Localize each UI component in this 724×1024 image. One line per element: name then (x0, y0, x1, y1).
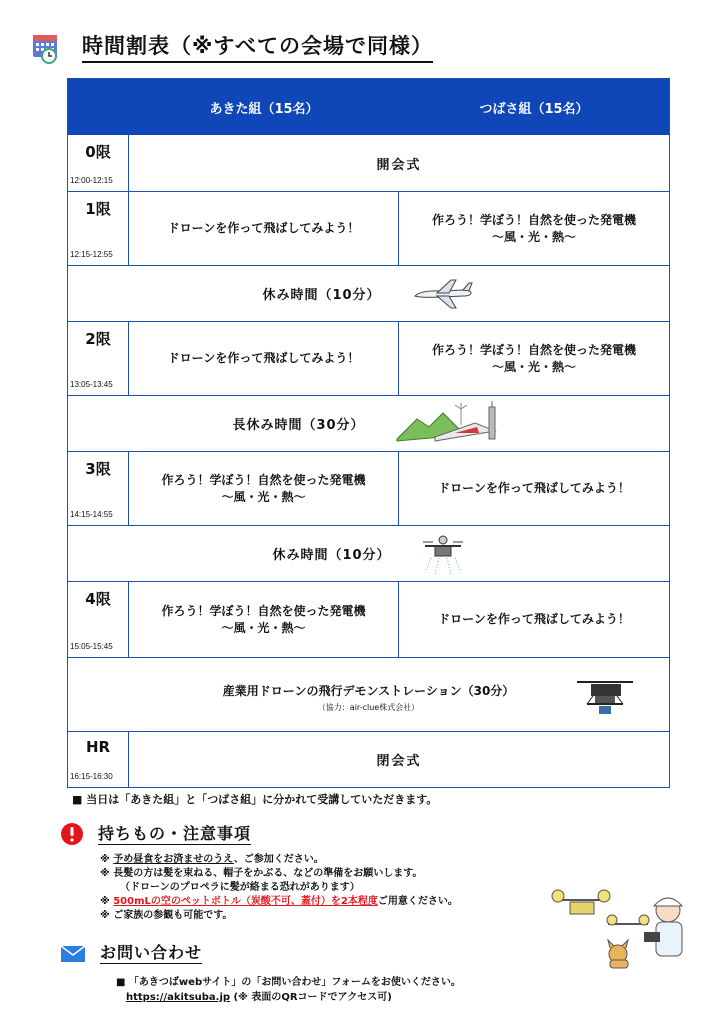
demo-sponsor: （協力：air-clue株式会社） (317, 703, 420, 712)
period-number: 0限 (85, 143, 111, 161)
belongings-list (100, 853, 458, 923)
table-row-period-3 (68, 451, 669, 525)
website-link[interactable]: https://akitsuba.jp (126, 992, 231, 1003)
table-row-break-2 (68, 525, 669, 581)
opening-ceremony: 開会式 (376, 157, 422, 173)
header-tsubasa: つばさ組（15名） (479, 101, 589, 117)
contact-section-header (60, 943, 202, 964)
closing-ceremony: 閉会式 (376, 754, 422, 769)
table-row-long-break (68, 395, 669, 451)
period-time: 13:05-13:45 (70, 380, 113, 389)
spraying-drone-icon (421, 532, 465, 576)
class-akita: ドローンを作って飛ばしてみよう！ (129, 322, 399, 395)
list-item: ※ 長髪の方は髪を束ねる、帽子をかぶる、などの準備をお願いします。 (100, 868, 423, 879)
class-tsubasa: ドローンを作って飛ばしてみよう！ (438, 481, 630, 495)
break-label: 休み時間（10分） (262, 288, 381, 303)
period-time: 12:00-12:15 (70, 176, 113, 185)
class-note: ■ 当日は「あきた組」と「つばさ組」に分かれて受講していただきます。 (72, 793, 438, 806)
list-item: ※ 予め昼食をお済ませのうえ、ご参加ください。 (100, 854, 324, 865)
break-cell (68, 526, 669, 581)
belongings-section-header (60, 822, 251, 846)
warning-icon (60, 822, 84, 846)
period-number: HR (85, 738, 111, 756)
break-label: 長休み時間（30分） (232, 418, 365, 433)
demo-cell (68, 658, 669, 731)
break-label: 休み時間（10分） (272, 548, 391, 563)
period-cell (68, 582, 129, 657)
period-number: 2限 (85, 330, 111, 348)
contact-instruction: ■ 「あきつばwebサイト」の「お問い合わせ」フォームをお使いください。 (116, 977, 461, 988)
period-cell (68, 322, 129, 395)
period-number: 1限 (85, 200, 111, 218)
landscape-train-icon (395, 401, 505, 447)
period-time: 12:15-12:55 (70, 250, 113, 259)
period-number: 3限 (85, 460, 111, 478)
class-tsubasa: ドローンを作って飛ばしてみよう！ (438, 612, 630, 626)
header-akita: あきた組（15名） (209, 101, 319, 117)
period-number: 4限 (85, 590, 111, 608)
belongings-title: 持ちもの・注意事項 (98, 823, 252, 843)
table-row-period-4 (68, 581, 669, 657)
contact-title: お問い合わせ (100, 943, 203, 962)
demo-title: 産業用ドローンの飛行デモンストレーション（30分） (222, 684, 515, 698)
table-row-period-0 (68, 135, 669, 191)
period-time: 16:15-16:30 (70, 772, 113, 781)
class-tsubasa: 作ろう！学ぼう！自然を使った発電機 〜風・光・熱〜 (431, 212, 636, 244)
period-cell (68, 135, 129, 191)
timetable (67, 78, 670, 788)
table-row-break-1 (68, 265, 669, 321)
table-row-demo (68, 657, 669, 731)
table-row-period-1 (68, 191, 669, 265)
list-item: ※ ご家族の参観も可能です。 (100, 910, 233, 921)
break-cell (68, 396, 669, 451)
drone-kids-illustration (548, 880, 698, 972)
list-item: （ドローンのプロペラに髪が絡まる恐れがあります） (120, 882, 360, 893)
table-header (68, 79, 669, 135)
industrial-drone-icon (573, 676, 637, 716)
contact-url-line: https://akitsuba.jp (※ 表面のQRコードでアクセス可) (126, 992, 392, 1003)
table-row-hr (68, 731, 669, 787)
period-time: 15:05-15:45 (70, 642, 113, 651)
period-time: 14:15-14:55 (70, 510, 113, 519)
class-akita: ドローンを作って飛ばしてみよう！ (129, 192, 399, 265)
calendar-clock-icon (32, 32, 60, 64)
contact-info (116, 975, 461, 1005)
break-cell (68, 266, 669, 321)
period-cell (68, 452, 129, 525)
list-item: ※ 500mLの空のペットボトル（炭酸不可、蓋付）を2本程度ご用意ください。 (100, 896, 458, 907)
mail-icon (60, 944, 86, 964)
period-cell (68, 732, 129, 787)
page-title: 時間割表（※すべての会場で同様） (82, 33, 433, 63)
table-row-period-2 (68, 321, 669, 395)
class-akita: 作ろう！学ぼう！自然を使った発電機 〜風・光・熱〜 (129, 582, 399, 657)
airplane-icon (411, 278, 475, 310)
period-cell (68, 192, 129, 265)
title-row (32, 28, 433, 68)
class-tsubasa: 作ろう！学ぼう！自然を使った発電機 〜風・光・熱〜 (431, 342, 636, 374)
class-akita: 作ろう！学ぼう！自然を使った発電機 〜風・光・熱〜 (129, 452, 399, 525)
